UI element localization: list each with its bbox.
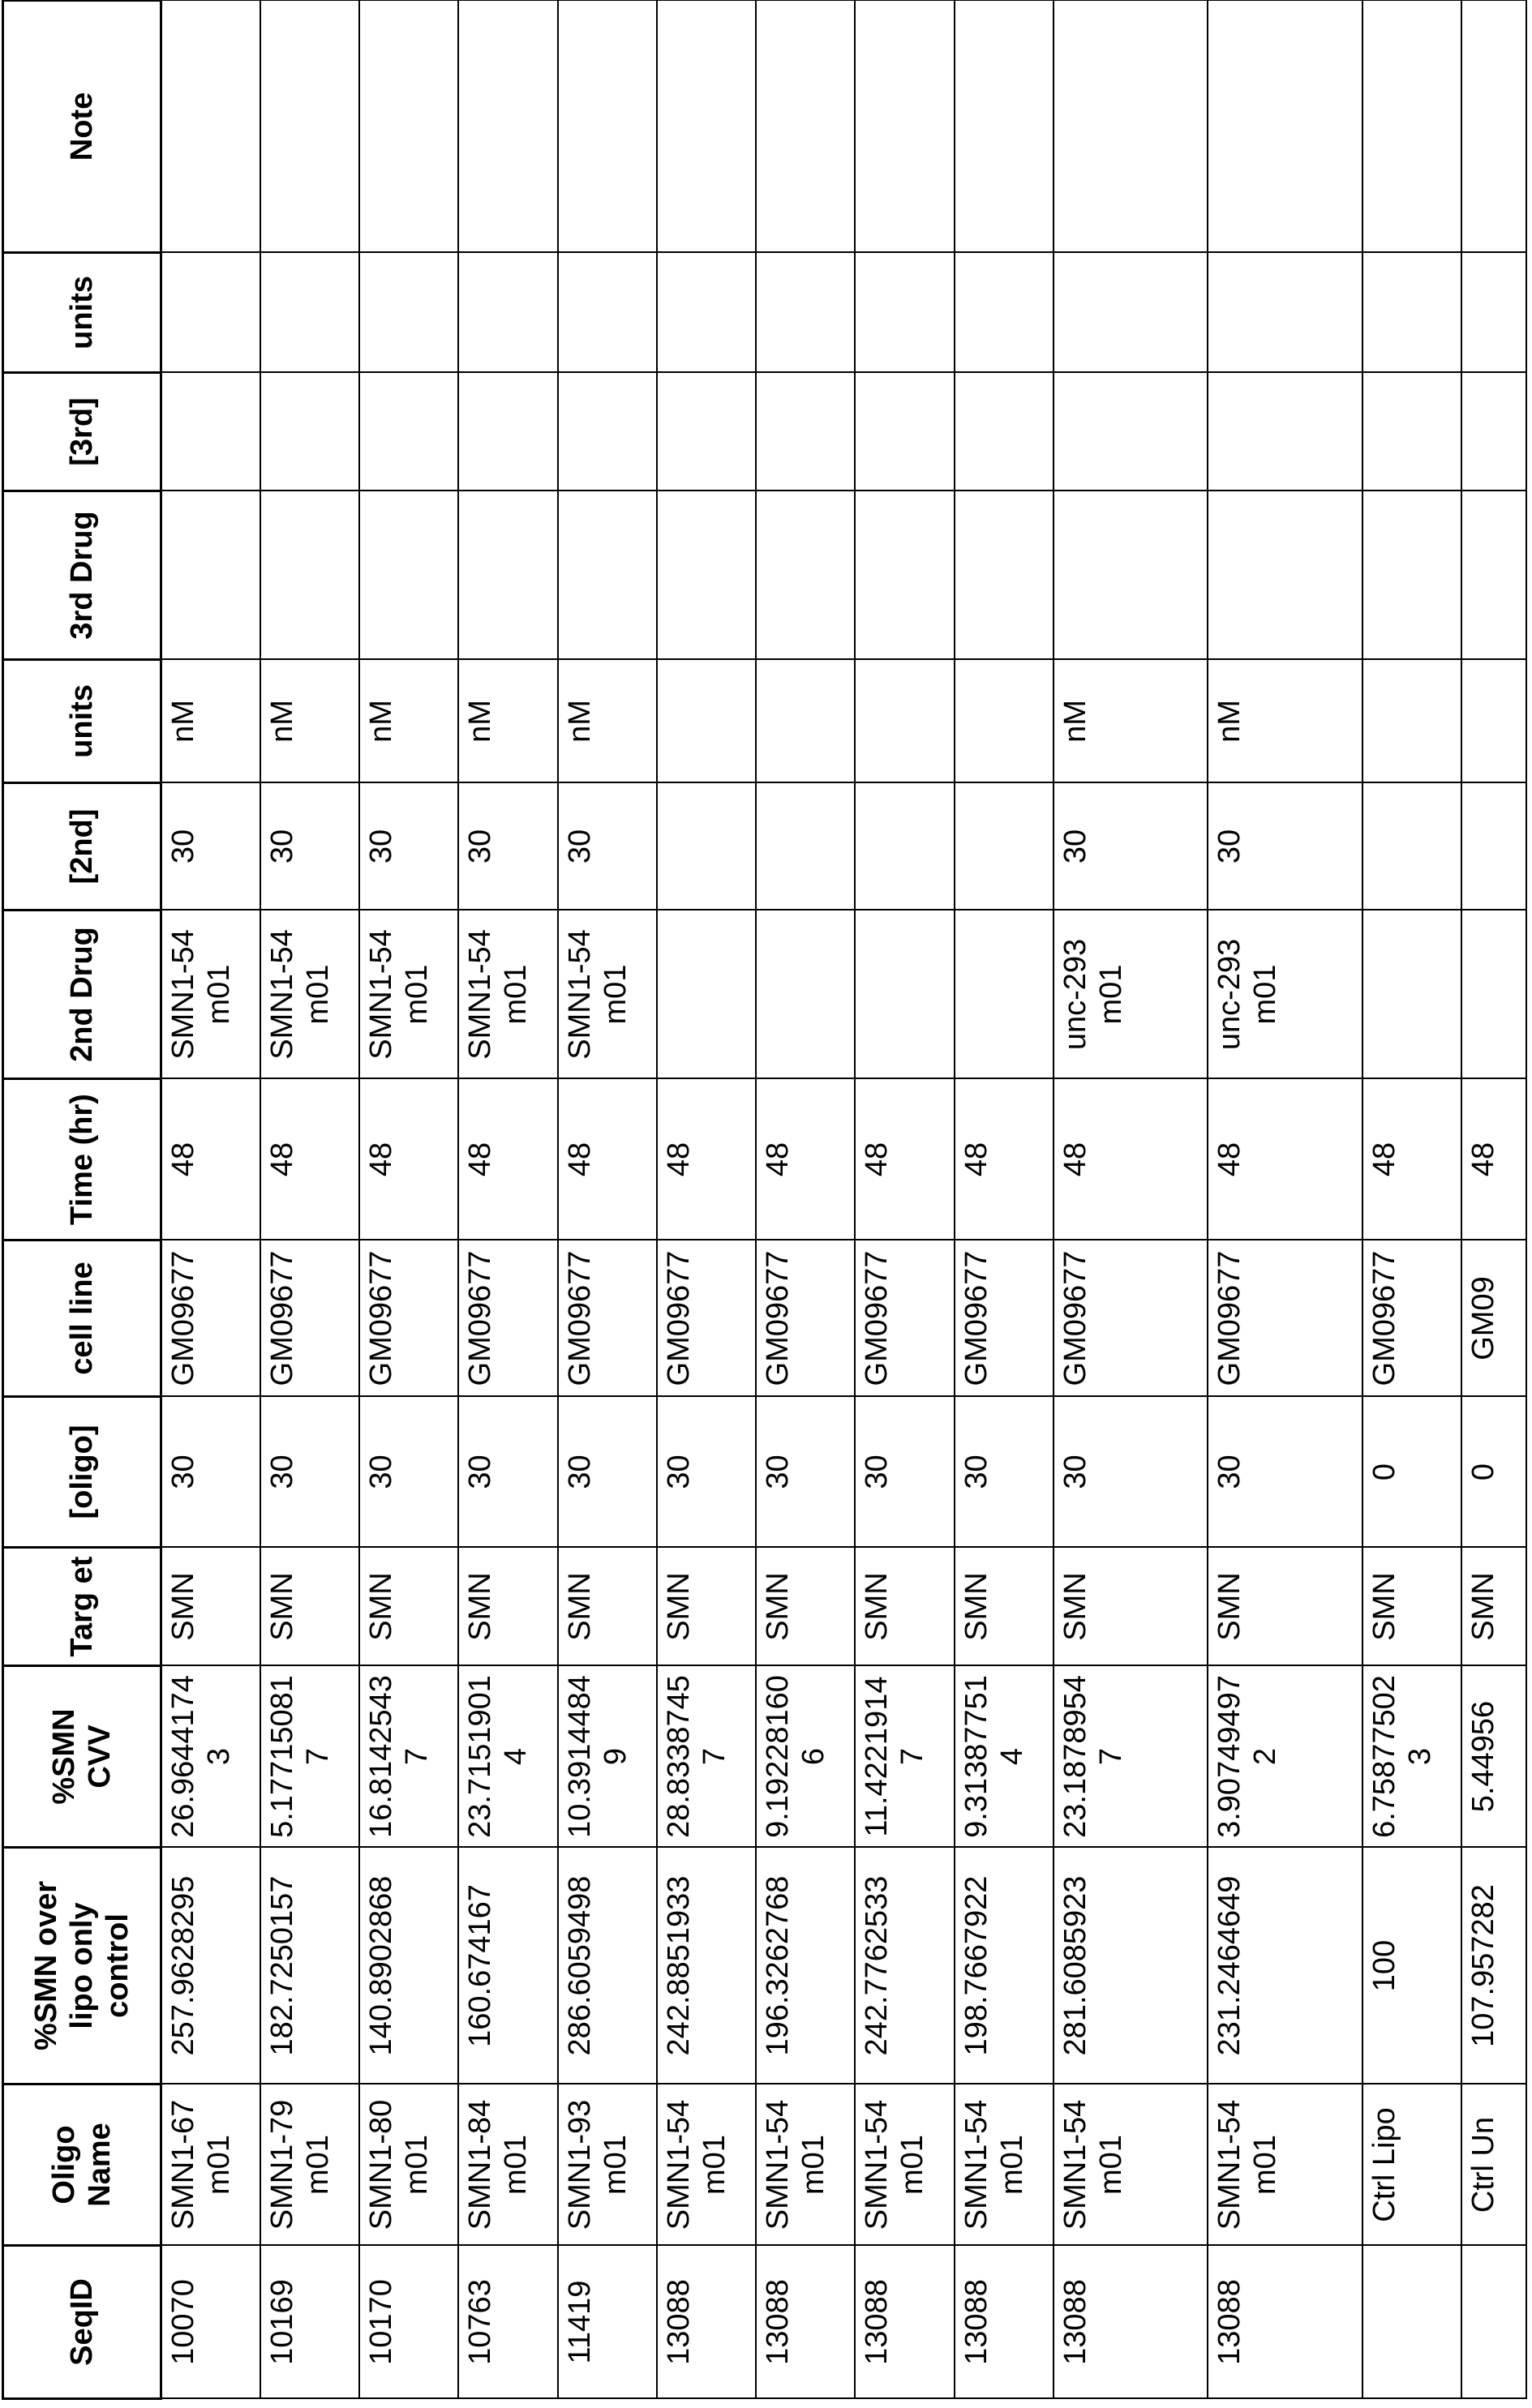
- table-cell: [161, 491, 260, 660]
- table-cell: [458, 373, 557, 491]
- table-cell: nM: [260, 660, 359, 783]
- table-cell: [161, 253, 260, 373]
- table-cell: [855, 491, 954, 660]
- table-cell: 10169: [260, 2246, 359, 2399]
- table-cell: 28.83387457: [657, 1666, 756, 1848]
- table-cell: GM09677: [558, 1240, 657, 1397]
- column-header: Oligo Name: [3, 2085, 161, 2246]
- table-cell: [1362, 660, 1461, 783]
- table-cell: Ctrl Lipo: [1362, 2085, 1461, 2246]
- table-cell: [756, 910, 855, 1079]
- table-cell: [1461, 491, 1526, 660]
- table-cell: GM09677: [855, 1240, 954, 1397]
- table-cell: 30: [359, 1397, 458, 1548]
- table-cell: [855, 253, 954, 373]
- table-cell: 10070: [161, 2246, 260, 2399]
- table-cell: [955, 373, 1054, 491]
- table-cell: nM: [558, 660, 657, 783]
- table-cell: 13088: [1208, 2246, 1362, 2399]
- table-cell: [1461, 910, 1526, 1079]
- table-cell: [1208, 373, 1362, 491]
- table-cell: GM09677: [458, 1240, 557, 1397]
- table-cell: [1461, 783, 1526, 910]
- table-cell: GM09677: [260, 1240, 359, 1397]
- table-cell: 16.81425437: [359, 1666, 458, 1848]
- table-cell: 30: [458, 1397, 557, 1548]
- table-cell: SMN: [955, 1548, 1054, 1666]
- table-cell: [955, 1, 1054, 253]
- table-cell: [458, 1, 557, 253]
- table-cell: 11419: [558, 2246, 657, 2399]
- table-cell: [756, 1, 855, 253]
- table-cell: 48: [1054, 1079, 1208, 1240]
- table-cell: 257.9628295: [161, 1848, 260, 2085]
- table-cell: [1054, 1, 1208, 253]
- table-cell: [260, 373, 359, 491]
- table-cell: [1208, 491, 1362, 660]
- table-row: [161, 1, 260, 2399]
- table-row: [1054, 1, 1208, 2399]
- table-cell: [1362, 373, 1461, 491]
- table-cell: SMN: [657, 1548, 756, 1666]
- table-cell: SMN1-54 m01: [260, 910, 359, 1079]
- table-cell: 30: [161, 1397, 260, 1548]
- table-cell: 5.44956: [1461, 1666, 1526, 1848]
- table-cell: 48: [1208, 1079, 1362, 1240]
- table-cell: [1461, 253, 1526, 373]
- table-cell: SMN1-67 m01: [161, 2085, 260, 2246]
- table-cell: nM: [161, 660, 260, 783]
- table-cell: GM09677: [1054, 1240, 1208, 1397]
- table-cell: 30: [1054, 783, 1208, 910]
- table-cell: 23.71519014: [458, 1666, 557, 1848]
- table-cell: [1362, 491, 1461, 660]
- table-cell: 13088: [955, 2246, 1054, 2399]
- table-cell: SMN: [1208, 1548, 1362, 1666]
- table-cell: [1461, 1, 1526, 253]
- table-cell: [359, 373, 458, 491]
- table-cell: 30: [1054, 1397, 1208, 1548]
- table-cell: SMN: [756, 1548, 855, 1666]
- table-cell: [1208, 1, 1362, 253]
- table-cell: SMN1-84 m01: [458, 2085, 557, 2246]
- table-cell: GM09677: [1362, 1240, 1461, 1397]
- table-cell: 160.674167: [458, 1848, 557, 2085]
- table-cell: 231.2464649: [1208, 1848, 1362, 2085]
- column-header: %SMN CVV: [3, 1666, 161, 1848]
- table-row: [657, 1, 756, 2399]
- table-cell: 100: [1362, 1848, 1461, 2085]
- column-header: units: [3, 660, 161, 783]
- table-cell: [1208, 253, 1362, 373]
- table-cell: [756, 253, 855, 373]
- table-cell: [1461, 2246, 1526, 2399]
- table-cell: SMN1-93 m01: [558, 2085, 657, 2246]
- table-cell: [657, 491, 756, 660]
- table-cell: [855, 783, 954, 910]
- table-cell: 0: [1461, 1397, 1526, 1548]
- table-cell: [657, 373, 756, 491]
- table-cell: 5.177150817: [260, 1666, 359, 1848]
- table-cell: unc-293 m01: [1054, 910, 1208, 1079]
- column-header: units: [3, 253, 161, 373]
- table-cell: [756, 491, 855, 660]
- table-cell: 48: [657, 1079, 756, 1240]
- table-cell: 30: [657, 1397, 756, 1548]
- column-header: %SMN over lipo only control: [3, 1848, 161, 2085]
- table-cell: [558, 491, 657, 660]
- table-cell: [1461, 660, 1526, 783]
- table-cell: 48: [855, 1079, 954, 1240]
- table-cell: [161, 1, 260, 253]
- table-row: [1362, 1, 1461, 2399]
- column-header: 3rd Drug: [3, 491, 161, 660]
- table-cell: [1362, 253, 1461, 373]
- table-cell: [855, 373, 954, 491]
- table-body: [161, 1, 1527, 2399]
- column-header: [3rd]: [3, 373, 161, 491]
- table-cell: GM09677: [955, 1240, 1054, 1397]
- table-cell: SMN1-54 m01: [657, 2085, 756, 2246]
- table-cell: 9.192281606: [756, 1666, 855, 1848]
- table-cell: SMN: [1461, 1548, 1526, 1666]
- column-header: cell line: [3, 1240, 161, 1397]
- table-cell: 9.313877514: [955, 1666, 1054, 1848]
- table-cell: SMN: [1362, 1548, 1461, 1666]
- table-cell: 281.6085923: [1054, 1848, 1208, 2085]
- table-cell: [558, 373, 657, 491]
- table-cell: 30: [955, 1397, 1054, 1548]
- table-cell: [1054, 253, 1208, 373]
- column-header: SeqID: [3, 2246, 161, 2399]
- table-cell: SMN1-54 m01: [955, 2085, 1054, 2246]
- table-row: [260, 1, 359, 2399]
- table-cell: 242.7762533: [855, 1848, 954, 2085]
- column-header: Note: [3, 1, 161, 253]
- column-header: Targ et: [3, 1548, 161, 1666]
- table-cell: 30: [161, 783, 260, 910]
- table-cell: SMN1-54 m01: [161, 910, 260, 1079]
- table-cell: [558, 1, 657, 253]
- table-row: [955, 1, 1054, 2399]
- column-header: [2nd]: [3, 783, 161, 910]
- table-cell: GM09677: [161, 1240, 260, 1397]
- table-cell: [1362, 1, 1461, 253]
- header-row: [3, 1, 161, 2399]
- table-cell: [955, 910, 1054, 1079]
- table-cell: [657, 1, 756, 253]
- table-cell: GM09677: [359, 1240, 458, 1397]
- table-cell: SMN1-54 m01: [1054, 2085, 1208, 2246]
- table-cell: [260, 1, 359, 253]
- table-cell: [657, 910, 756, 1079]
- table-cell: [1362, 783, 1461, 910]
- column-header: 2nd Drug: [3, 910, 161, 1079]
- table-cell: SMN: [161, 1548, 260, 1666]
- table-cell: SMN: [1054, 1548, 1208, 1666]
- table-cell: [855, 660, 954, 783]
- table-cell: [260, 491, 359, 660]
- table-cell: 0: [1362, 1397, 1461, 1548]
- table-cell: SMN1-54 m01: [558, 910, 657, 1079]
- table-cell: GM09677: [657, 1240, 756, 1397]
- table-cell: nM: [458, 660, 557, 783]
- smn-results-table: [2, 0, 1527, 2400]
- table-cell: [955, 660, 1054, 783]
- table-cell: [955, 783, 1054, 910]
- table-cell: [756, 373, 855, 491]
- table-cell: nM: [1208, 660, 1362, 783]
- table-row: [458, 1, 557, 2399]
- table-cell: 48: [1461, 1079, 1526, 1240]
- table-row: [1461, 1, 1526, 2399]
- table-cell: 13088: [756, 2246, 855, 2399]
- table-cell: SMN: [558, 1548, 657, 1666]
- table-cell: 23.18789547: [1054, 1666, 1208, 1848]
- table-cell: SMN1-54 m01: [458, 910, 557, 1079]
- table-cell: 198.7667922: [955, 1848, 1054, 2085]
- column-header: Time (hr): [3, 1079, 161, 1240]
- table-cell: [458, 253, 557, 373]
- table-cell: GM09: [1461, 1240, 1526, 1397]
- table-cell: 30: [458, 783, 557, 910]
- table-cell: 6.758775023: [1362, 1666, 1461, 1848]
- table-cell: [260, 253, 359, 373]
- table-cell: [955, 253, 1054, 373]
- table-cell: SMN1-79 m01: [260, 2085, 359, 2246]
- table-cell: 30: [260, 1397, 359, 1548]
- table-cell: 13088: [657, 2246, 756, 2399]
- table-cell: GM09677: [756, 1240, 855, 1397]
- table-cell: 30: [855, 1397, 954, 1548]
- table-cell: [756, 660, 855, 783]
- table-cell: [955, 491, 1054, 660]
- table-cell: 182.7250157: [260, 1848, 359, 2085]
- table-cell: 196.3262768: [756, 1848, 855, 2085]
- table-row: [855, 1, 954, 2399]
- table-cell: [558, 253, 657, 373]
- table-row: [359, 1, 458, 2399]
- table-cell: 48: [161, 1079, 260, 1240]
- table-row: [1208, 1, 1362, 2399]
- table-cell: [1362, 2246, 1461, 2399]
- table-cell: 48: [458, 1079, 557, 1240]
- table-cell: SMN: [458, 1548, 557, 1666]
- table-cell: 13088: [855, 2246, 954, 2399]
- table-cell: 48: [756, 1079, 855, 1240]
- table-cell: 48: [260, 1079, 359, 1240]
- table-cell: SMN: [260, 1548, 359, 1666]
- table-cell: SMN1-54 m01: [359, 910, 458, 1079]
- table-cell: 13088: [1054, 2246, 1208, 2399]
- table-row: [558, 1, 657, 2399]
- table-cell: [161, 373, 260, 491]
- table-cell: 242.8851933: [657, 1848, 756, 2085]
- table-cell: 286.6059498: [558, 1848, 657, 2085]
- table-cell: 30: [558, 783, 657, 910]
- table-cell: unc-293 m01: [1208, 910, 1362, 1079]
- table-cell: 107.957282: [1461, 1848, 1526, 2085]
- table-cell: [855, 1, 954, 253]
- table-cell: [1054, 491, 1208, 660]
- table-cell: 11.42219147: [855, 1666, 954, 1848]
- table-cell: 48: [955, 1079, 1054, 1240]
- table-cell: [458, 491, 557, 660]
- table-cell: 30: [558, 1397, 657, 1548]
- table-cell: nM: [1054, 660, 1208, 783]
- table-cell: [1054, 373, 1208, 491]
- table-cell: [1362, 910, 1461, 1079]
- table-cell: 48: [359, 1079, 458, 1240]
- table-cell: 30: [756, 1397, 855, 1548]
- table-cell: 3.907494972: [1208, 1666, 1362, 1848]
- table-cell: [359, 1, 458, 253]
- table-cell: 30: [359, 783, 458, 910]
- table-cell: 26.96441743: [161, 1666, 260, 1848]
- table-cell: nM: [359, 660, 458, 783]
- table-row: [756, 1, 855, 2399]
- table-cell: 140.8902868: [359, 1848, 458, 2085]
- table-cell: [657, 660, 756, 783]
- table-cell: SMN: [359, 1548, 458, 1666]
- table-cell: 10170: [359, 2246, 458, 2399]
- column-header: [oligo]: [3, 1397, 161, 1548]
- table-cell: SMN: [855, 1548, 954, 1666]
- table-cell: 48: [558, 1079, 657, 1240]
- table-cell: [1461, 373, 1526, 491]
- table-cell: [657, 253, 756, 373]
- table-cell: SMN1-54 m01: [855, 2085, 954, 2246]
- table-cell: [359, 253, 458, 373]
- table-cell: 30: [1208, 1397, 1362, 1548]
- rotated-table-container: [2, 2, 1527, 2400]
- table-cell: [359, 491, 458, 660]
- table-cell: SMN1-80 m01: [359, 2085, 458, 2246]
- table-cell: SMN1-54 m01: [1208, 2085, 1362, 2246]
- table-cell: [657, 783, 756, 910]
- table-cell: Ctrl Un: [1461, 2085, 1526, 2246]
- table-cell: 10763: [458, 2246, 557, 2399]
- table-cell: 48: [1362, 1079, 1461, 1240]
- table-cell: 30: [1208, 783, 1362, 910]
- table-cell: 30: [260, 783, 359, 910]
- table-cell: [855, 910, 954, 1079]
- table-cell: GM09677: [1208, 1240, 1362, 1397]
- table-cell: [756, 783, 855, 910]
- table-cell: 10.39144849: [558, 1666, 657, 1848]
- table-cell: SMN1-54 m01: [756, 2085, 855, 2246]
